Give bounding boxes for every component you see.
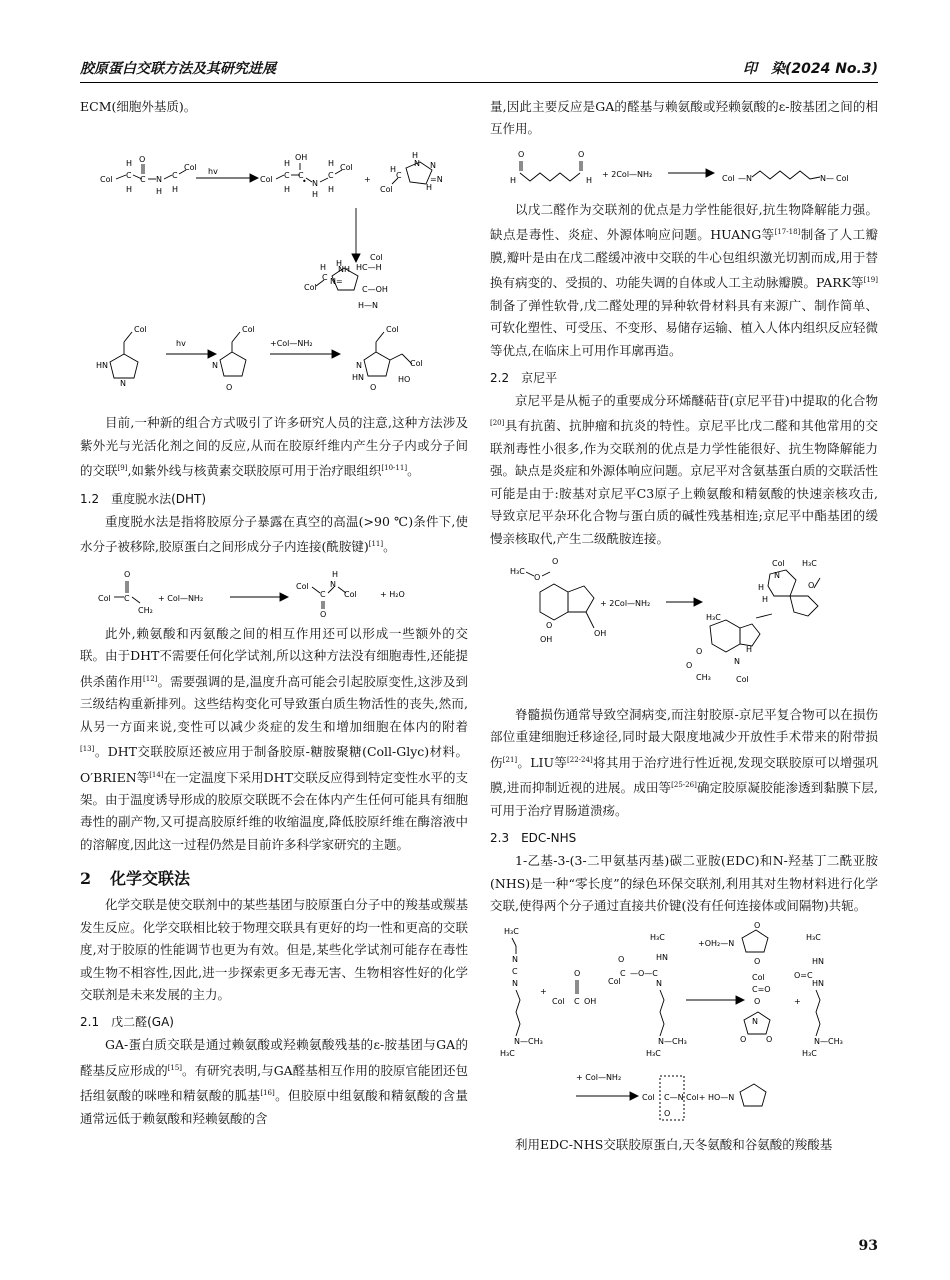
section-heading: 2.3 EDC-NHS [490, 831, 577, 846]
svg-text:O: O [766, 1034, 773, 1044]
svg-text:N: N [120, 379, 126, 389]
chem-label: Col [344, 589, 357, 599]
chem-label: Col [722, 173, 735, 183]
svg-text:C: C [298, 171, 304, 181]
svg-text:N: N [330, 579, 336, 589]
svg-text:C: C [512, 966, 518, 976]
chem-label: Col [410, 359, 423, 369]
svg-text:=N: =N [430, 175, 443, 185]
svg-text:C: C [322, 273, 328, 283]
svg-text:N: N [312, 179, 318, 189]
paragraph: 重度脱水法是指将胶原分子暴露在真空的高温(>90 ℃)条件下,使水分子被移除,胶原蛋白之间形成分子内连接(酰胺键)[11]。 [80, 513, 468, 555]
chem-label: Col [772, 558, 785, 568]
scheme-edc-nhs [490, 920, 878, 1132]
svg-text:OH: OH [594, 628, 607, 638]
chem-label: Col [642, 1092, 655, 1102]
scheme-genipin [490, 552, 878, 702]
svg-text:H: H [328, 159, 335, 169]
svg-text:H: H [284, 185, 291, 195]
svg-text:HC—H: HC—H [356, 263, 382, 273]
svg-text:C: C [126, 171, 132, 181]
scheme-ga [490, 143, 878, 197]
section-heading: 1.2 重度脱水法(DHT) [80, 491, 207, 506]
page-number: 93 [858, 1238, 878, 1254]
chem-label: + 2Col—NH₂ [602, 169, 653, 179]
left-column [80, 96, 468, 1130]
svg-text:O: O [754, 956, 761, 966]
paragraph: GA-蛋白质交联是通过赖氨酸或羟赖氨酸残基的ε-胺基团与GA的醛基反应形成的[15]。有研究表明,与GA醛基相互作用的胶原官能团还包括组氨酸的咪唑和精氨酸的胍基[16]。但胶原中组氨酸和精氨酸的含量通常远低于赖氨酸和羟赖氨酸的含 [80, 1037, 468, 1126]
svg-text:C: C [574, 996, 580, 1006]
svg-text:C: C [320, 589, 326, 599]
svg-text:N: N [512, 978, 518, 988]
svg-text:H₃C: H₃C [802, 558, 817, 568]
svg-text:N: N [356, 361, 362, 371]
right-column [490, 96, 878, 1156]
svg-text:C: C [172, 171, 178, 181]
svg-text:C—N: C—N [664, 1092, 684, 1102]
chem-label: Col [836, 173, 849, 183]
svg-text:O: O [534, 572, 541, 582]
scheme-dht [80, 561, 468, 621]
svg-text:—O—C: —O—C [630, 968, 658, 978]
chem-label: hv [208, 167, 218, 177]
svg-text:O: O [808, 580, 815, 590]
svg-text:C: C [328, 171, 334, 181]
paragraph: 以戊二醛作为交联剂的优点是力学性能很好,抗生物降解能力强。缺点是毒性、炎症、外源体响应问题。HUANG等[17-18]制备了人工瓣膜,瓣叶是由在戊二醛缓冲液中交联的牛心包组织激光切割而成,用于替换有病变的、受损的、功能失调的自体或人工主动脉瓣膜。PARK等[19]制备了弹性软骨,戊二醛处理的异种软骨材料具有来源广、制作简单、可软化塑性、可受压、不变形、易储存运输、植入人体内组织反应轻微等优点,在临床上可用作耳廓再造。 [490, 201, 878, 358]
chem-label: Col [380, 185, 393, 195]
svg-text:H₃C: H₃C [510, 566, 525, 576]
svg-text:O: O [578, 149, 585, 159]
svg-text:H: H [746, 644, 753, 654]
svg-text:CH₂: CH₂ [138, 605, 153, 615]
svg-text:N—CH₃: N—CH₃ [658, 1036, 687, 1046]
paragraph: ECM(细胞外基质)。 [80, 99, 197, 114]
chem-label: Col [736, 674, 749, 684]
svg-text:H: H [284, 159, 291, 169]
chem-label: + Col—NH₂ [158, 593, 204, 603]
section-heading: 2 化学交联法 [80, 869, 191, 889]
chem-label: +Col—NH₂ [270, 339, 313, 349]
svg-text:H₃C: H₃C [500, 1048, 515, 1058]
svg-text:N: N [512, 954, 518, 964]
running-title: 胶原蛋白交联方法及其研究进展 [80, 61, 276, 77]
svg-text:N—CH₃: N—CH₃ [814, 1036, 843, 1046]
svg-text:O: O [754, 996, 761, 1006]
svg-text:O: O [696, 646, 703, 656]
scheme-photo-crosslink [80, 120, 468, 316]
svg-text:N: N [156, 175, 162, 185]
svg-text:N: N [430, 161, 436, 171]
section-heading: 2.1 戊二醛(GA) [80, 1015, 174, 1030]
svg-text:N: N [212, 361, 218, 371]
chem-label: Col [296, 581, 309, 591]
svg-text:H₃C: H₃C [806, 932, 821, 942]
svg-text:O: O [552, 556, 559, 566]
svg-text:N—: N— [820, 173, 834, 183]
svg-text:OH: OH [584, 996, 597, 1006]
svg-text:O: O [618, 954, 625, 964]
svg-text:H: H [320, 263, 327, 273]
svg-text:N=: N= [330, 277, 343, 287]
svg-text:H: H [390, 165, 397, 175]
chem-label: hv [176, 339, 186, 349]
paragraph: 脊髓损伤通常导致空洞病变,而注射胶原-京尼平复合物可以在损伤部位重建细胞迁移途径,同时最大限度地减少开放性手术带来的附带损伤[21]。LIU等[22-24]将其用于治疗进行性近视,发现交联胶原可以增强巩膜,进而抑制近视的进展。成田等[25-26]确定胶原凝胶能渗透到黏膜下层,可用于治疗胃肠道溃疡。 [490, 706, 878, 818]
svg-text:H: H [312, 190, 319, 200]
paragraph: 1-乙基-3-(3-二甲氨基丙基)碳二亚胺(EDC)和N-羟基丁二酰亚胺(NHS)是一种“零长度”的绿色环保交联剂,利用其对生物材料进行化学交联,使得两个分子通过直接共价键(没有任何连接体或间隔物)共轭。 [490, 853, 878, 914]
paragraph: 利用EDC-NHS交联胶原蛋白,天冬氨酸和谷氨酸的羧酸基 [515, 1136, 833, 1152]
svg-text:H₃C: H₃C [706, 612, 721, 622]
svg-text:N—CH₃: N—CH₃ [514, 1036, 543, 1046]
svg-text:O=C: O=C [794, 970, 813, 980]
chem-label: Col [552, 996, 565, 1006]
chem-label: Col [100, 175, 113, 185]
svg-text:O: O [124, 569, 131, 579]
section-heading: 2.2 京尼平 [490, 370, 558, 385]
svg-text:O: O [740, 1034, 747, 1044]
chem-label: Col [340, 163, 353, 173]
svg-text:N: N [752, 1016, 758, 1026]
svg-text:H: H [156, 187, 163, 197]
svg-text:C: C [396, 171, 402, 181]
svg-text:O: O [226, 383, 233, 393]
svg-text:—N: —N [738, 173, 752, 183]
svg-text:CH₃: CH₃ [696, 672, 711, 682]
chem-label: + Col—NH₂ [576, 1072, 622, 1082]
svg-text:H: H [762, 594, 769, 604]
svg-text:HN: HN [96, 361, 108, 371]
svg-text:O: O [574, 968, 581, 978]
chem-label: + [364, 175, 371, 185]
chem-label: Col+ HO—N [686, 1092, 735, 1102]
svg-text:HN: HN [352, 373, 364, 383]
svg-text:OH: OH [295, 153, 308, 163]
svg-text:C: C [620, 968, 626, 978]
svg-text:H: H [172, 185, 179, 195]
svg-text:N: N [774, 570, 780, 580]
svg-text:C—OH: C—OH [362, 285, 388, 295]
chem-label: + H₂O [380, 589, 405, 599]
paragraph: 量,因此主要反应是GA的醛基与赖氨酸或羟赖氨酸的ε-胺基团之间的相互作用。 [490, 99, 878, 137]
svg-text:H₃C: H₃C [650, 932, 665, 942]
paragraph: 京尼平是从栀子的重要成分环烯醚萜苷(京尼平苷)中提取的化合物[20]具有抗菌、抗肿瘤和抗炎的特性。京尼平比戊二醛和其他常用的交联剂毒性小很多,作为交联剂的优点是力学性能很好、抗生物降解能力强。缺点是炎症和外源体响应问题。京尼平对含氨基蛋白质的交联活性可能是由于:胺基对京尼平C3原子上赖氨酸和精氨酸的快速亲核攻击,导致京尼平杂环化合物与蛋白质的碱性残基相连;京尼平中酯基团的缓慢亲核取代,产生二级酰胺连接。 [490, 392, 878, 546]
svg-text:N: N [656, 978, 662, 988]
svg-text:H₃C: H₃C [504, 926, 519, 936]
svg-text:O: O [320, 609, 327, 619]
scheme-histidine [80, 318, 468, 410]
chem-label: Col [134, 325, 147, 335]
paragraph: 此外,赖氨酸和丙氨酸之间的相互作用还可以形成一些额外的交联。由于DHT不需要任何化学试剂,所以这种方法没有细胞毒性,还能提供杀菌作用[12]。需要强调的是,温度升高可能会引起胶原变性,这涉及到三级结构重新排列。这些结构变化可导致蛋白质生物活性的丧失,然而,从另一方面来说,变性可以减少炎症的发生和增加细胞在体内的附着[13]。DHT交联胶原还被应用于制备胶原-糖胺聚糖(Coll-Glyc)材料。O′BRIEN等[14]在一定温度下采用DHT交联反应得到特定变性水平的支架。由于温度诱导形成的胶原交联既不会在体内产生任何可能具有细胞毒性的副产物,又可提高胶原纤维的收缩温度,降低胶原纤维在酶溶液中的溶解度,因此这一过程仍然是目前许多科学家研究的主题。 [80, 625, 468, 852]
svg-text:O: O [139, 155, 146, 165]
chem-label: + [794, 996, 801, 1006]
chem-label: Col [370, 253, 383, 263]
svg-text:O: O [518, 149, 525, 159]
svg-text:HN: HN [656, 952, 668, 962]
svg-text:HN: HN [812, 956, 824, 966]
svg-text:N: N [734, 656, 740, 666]
page-header [80, 56, 878, 83]
chem-label: Col [752, 972, 765, 982]
chem-label: Col [386, 325, 399, 335]
svg-text:O: O [686, 660, 693, 670]
chem-label: Col [304, 283, 317, 293]
svg-text:•: • [302, 177, 307, 187]
journal-issue: 印 染(2024 No.3) [742, 61, 878, 77]
svg-text:H: H [758, 582, 765, 592]
svg-text:H: H [412, 151, 419, 161]
svg-text:H₃C: H₃C [646, 1048, 661, 1058]
svg-text:N: N [414, 159, 420, 169]
svg-text:NH: NH [338, 265, 350, 275]
chem-label: Col [260, 175, 273, 185]
svg-text:HO: HO [398, 375, 411, 385]
svg-text:H: H [586, 175, 593, 185]
paragraph: 目前,一种新的组合方式吸引了许多研究人员的注意,这种方法涉及紫外光与光活化剂之间的反应,从而在胶原纤维内产生分子内或分子间的交联[9],如紫外线与核黄素交联胶原可用于治疗眼组织[10-11]。 [80, 415, 468, 479]
svg-text:O: O [754, 920, 761, 930]
svg-text:C: C [284, 171, 290, 181]
chem-label: Col [184, 163, 197, 173]
svg-text:H: H [126, 159, 133, 169]
svg-text:O: O [370, 383, 377, 393]
svg-text:H₃C: H₃C [802, 1048, 817, 1058]
chem-label: + [540, 986, 547, 996]
svg-text:C=O: C=O [752, 984, 771, 994]
chem-label: +OH₂—N [698, 938, 735, 948]
svg-text:O: O [546, 620, 553, 630]
svg-text:H: H [426, 183, 433, 193]
svg-text:H: H [126, 185, 133, 195]
svg-text:OH: OH [540, 634, 553, 644]
chem-label: Col [608, 976, 621, 986]
svg-text:O: O [664, 1108, 671, 1118]
svg-text:H: H [510, 175, 517, 185]
paragraph: 化学交联是使交联剂中的某些基团与胶原蛋白分子中的羧基或羰基发生反应。化学交联相比较于物理交联具有更好的均一性和更高的交联度,对于胶原的性能调节也更为有效。但是,某些化学试剂可能存在毒性或生物不相容性,因此,进一步探索更多无毒无害、生物相容性好的化学交联剂是未来发展的主力。 [80, 897, 468, 1002]
svg-text:H: H [328, 185, 335, 195]
svg-text:H: H [336, 259, 343, 269]
chem-label: + 2Col—NH₂ [600, 598, 651, 608]
svg-text:H: H [332, 569, 339, 579]
chem-label: Col [98, 593, 111, 603]
svg-text:C: C [140, 175, 146, 185]
svg-text:HN: HN [812, 978, 824, 988]
svg-text:H—N: H—N [358, 301, 378, 311]
chem-label: Col [242, 325, 255, 335]
svg-text:C: C [124, 593, 130, 603]
